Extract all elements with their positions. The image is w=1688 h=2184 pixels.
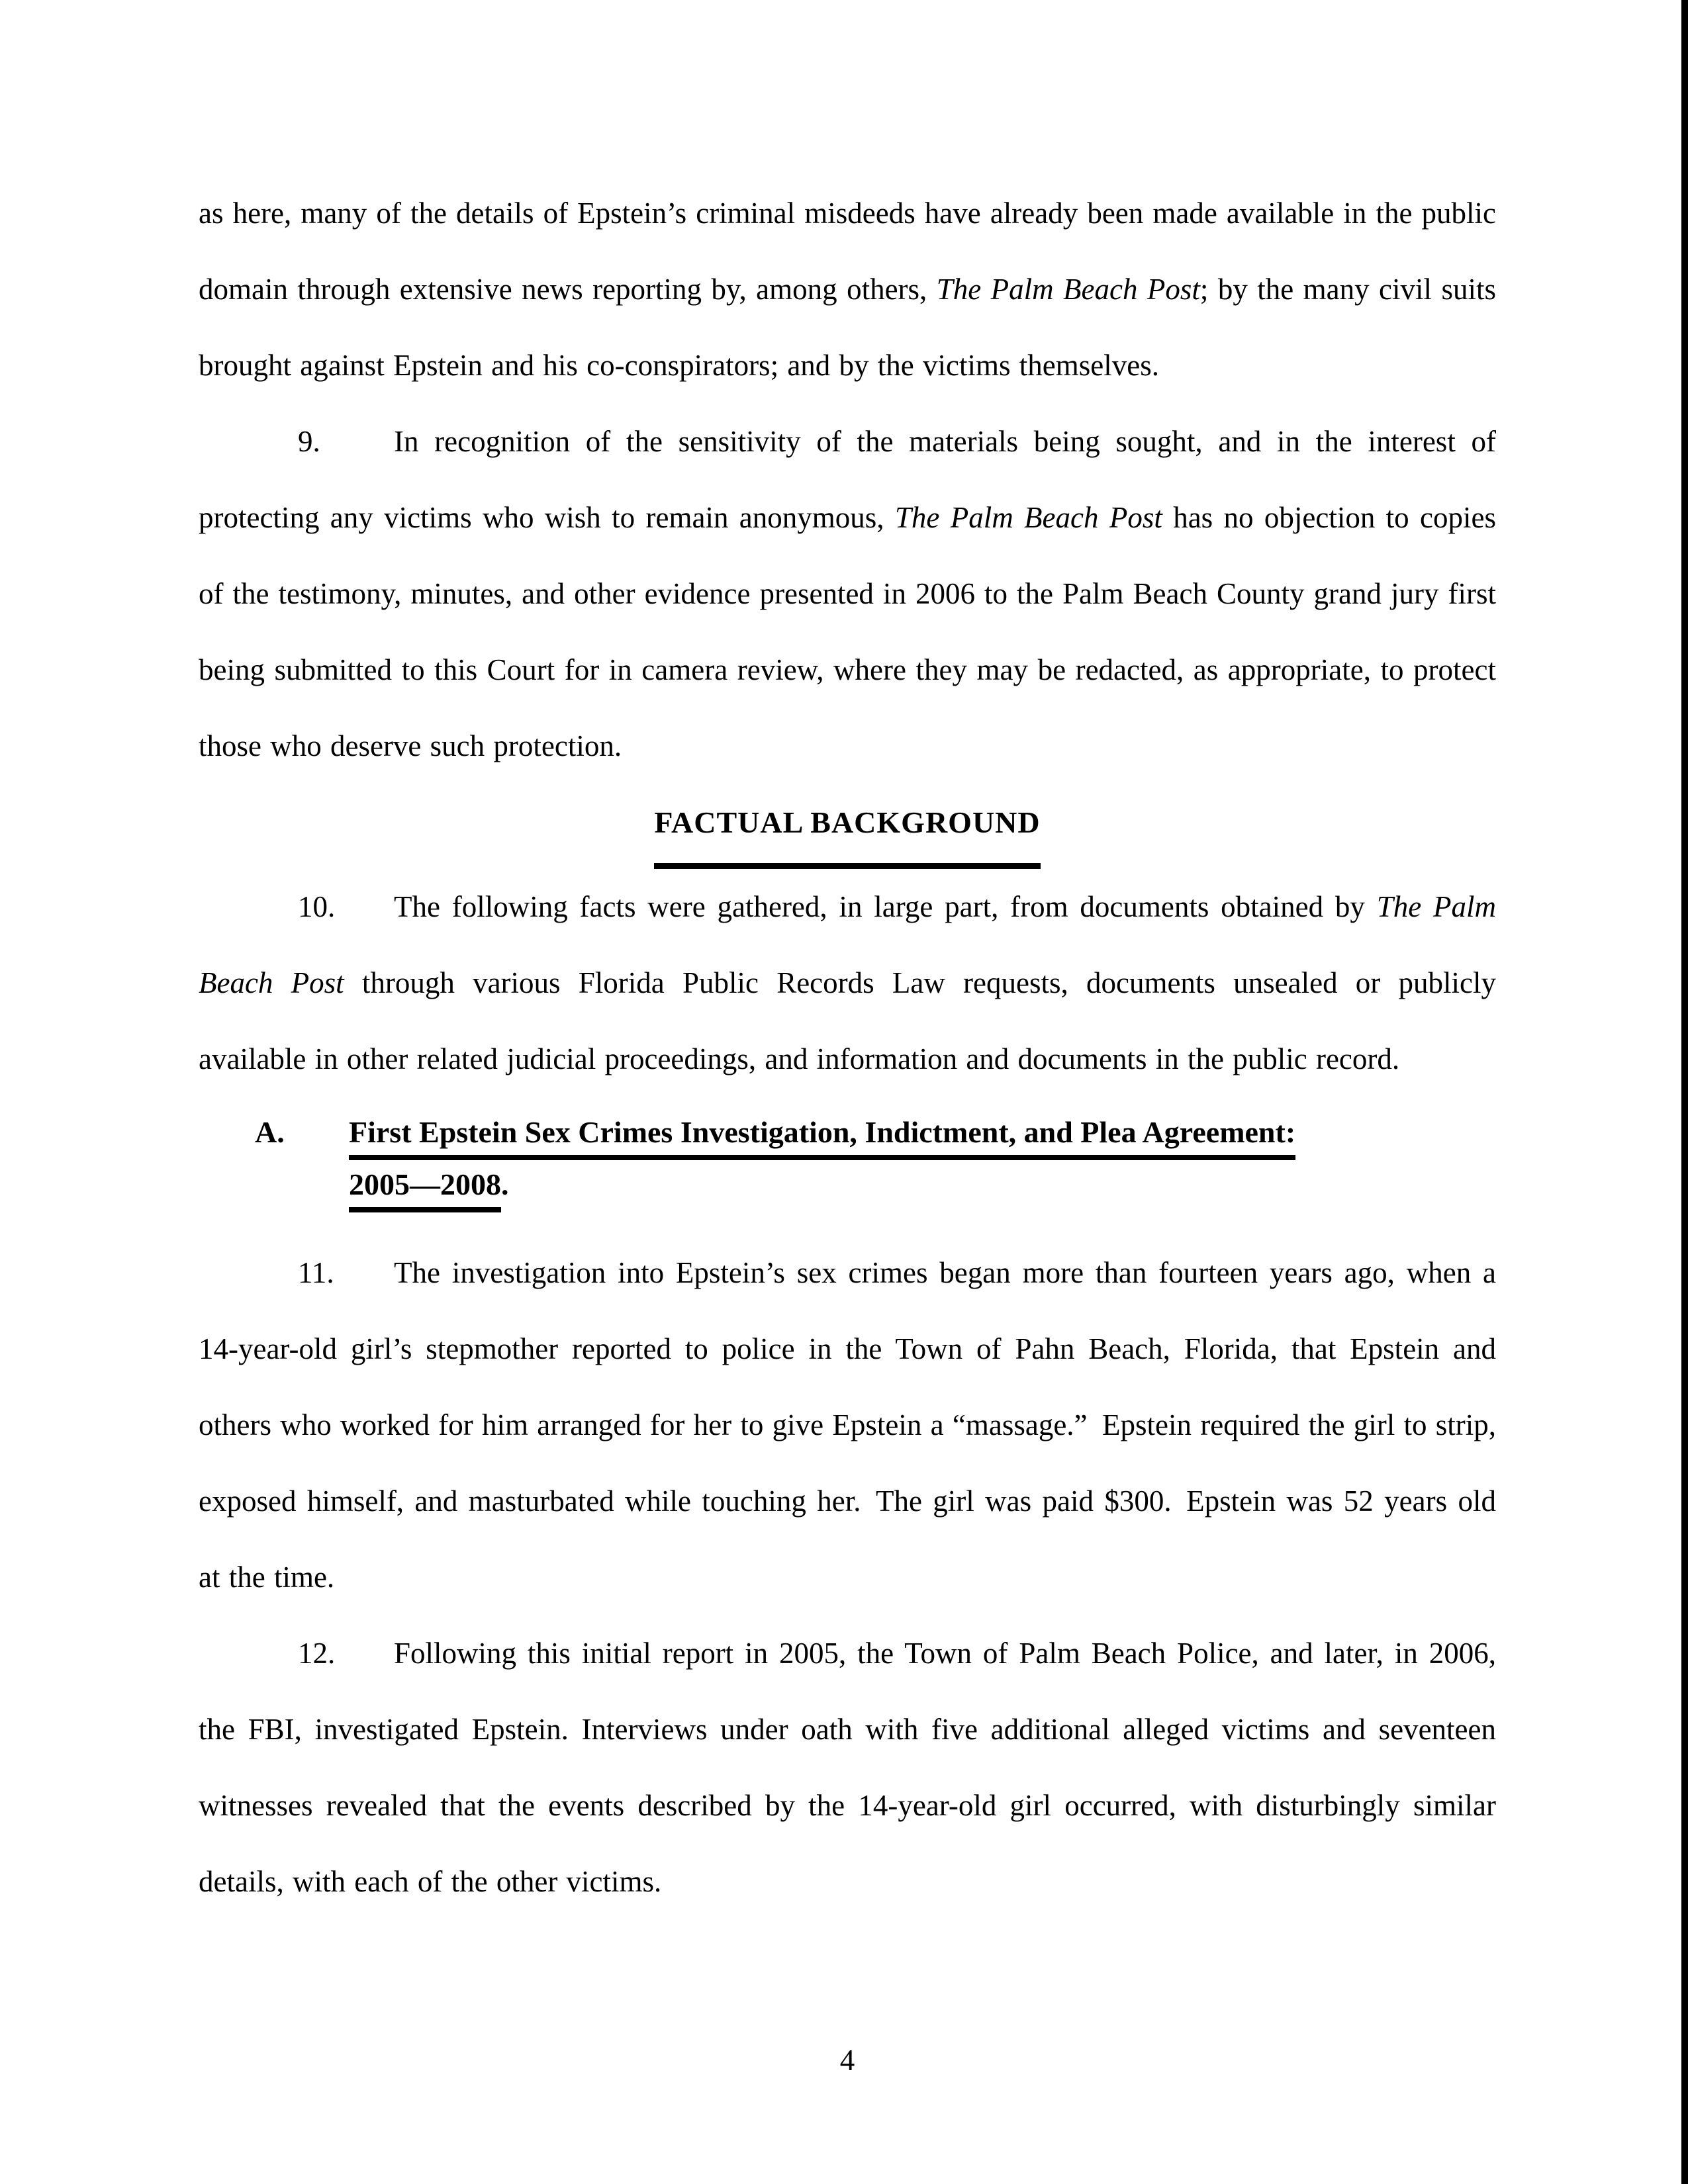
scan-edge-artifact bbox=[1681, 0, 1688, 2184]
paragraph-number: 11. bbox=[298, 1256, 334, 1289]
section-letter: A. bbox=[255, 1115, 285, 1149]
case-publication-name: The Palm Beach Post bbox=[894, 501, 1162, 534]
section-heading-text: FACTUAL BACKGROUND bbox=[654, 784, 1040, 869]
paragraph-text: ; by the many civil suits brought against Epstein and his co-conspirators; and by the victims themselves. bbox=[199, 273, 1496, 382]
paragraph-continuation bbox=[199, 175, 1496, 404]
paragraph-9 bbox=[199, 404, 1496, 784]
section-title-line2: 2005—2008 bbox=[349, 1164, 501, 1212]
paragraph-text: as here, many of the details of Epstein’s criminal misdeeds have already been made available in the public domain through extensive news reporting by, among others, bbox=[199, 197, 1496, 306]
paragraph-text: In recognition of the sensitivity of the materials being sought, and in the interest of protecting any victims who wish to remain anonymous, bbox=[199, 425, 1496, 534]
section-a-heading bbox=[255, 1112, 1496, 1216]
paragraph-number: 10. bbox=[298, 890, 336, 923]
section-title-line2-period: . bbox=[501, 1167, 509, 1201]
paragraph-text: through various Florida Public Records Law requests, documents unsealed or publicly available in other related judicial proceedings, and information and documents in the public record. bbox=[199, 966, 1496, 1075]
paragraph-text: The investigation into Epstein’s sex crimes began more than fourteen years ago, when a 14-year-old girl’s stepmother reported to police in the Town of Pahn Beach, Florida, that Epstein and others who worked for him arranged for her to give Epstein a “massage.” Epstein required the girl to strip, exposed himself, and masturbated while touching her. The girl was paid $300. Epstein was 52 years old at the time. bbox=[199, 1256, 1496, 1594]
section-title bbox=[349, 1112, 1496, 1216]
paragraph-10 bbox=[199, 869, 1496, 1097]
case-publication-name: The Palm Beach Post bbox=[199, 890, 1496, 999]
section-heading-factual-background bbox=[199, 784, 1496, 869]
paragraph-12 bbox=[199, 1615, 1496, 1920]
paragraph-11 bbox=[199, 1235, 1496, 1615]
section-title-line1: First Epstein Sex Crimes Investigation, Indictment, and Plea Agreement: bbox=[349, 1112, 1295, 1160]
paragraph-text: Following this initial report in 2005, the Town of Palm Beach Police, and later, in 2006, the FBI, investigated Epstein. Interviews under oath with five additional alleged victims and seventeen witnesses revealed that the events described by the 14-year-old girl occurred, with disturbingly similar details, with each of the other victims. bbox=[199, 1637, 1496, 1898]
paragraph-number: 12. bbox=[298, 1637, 336, 1670]
paragraph-text: has no objection to copies of the testimony, minutes, and other evidence presented in 2006 to the Palm Beach County grand jury first being submitted to this Court for in camera review, where they may be redacted, as appropriate, to protect those who deserve such protection. bbox=[199, 501, 1496, 762]
page-number: 4 bbox=[839, 2044, 855, 2077]
case-publication-name: The Palm Beach Post bbox=[936, 273, 1200, 306]
paragraph-number: 9. bbox=[298, 425, 320, 458]
document-body bbox=[199, 175, 1496, 1920]
paragraph-text: The following facts were gathered, in large part, from documents obtained by bbox=[394, 890, 1377, 923]
